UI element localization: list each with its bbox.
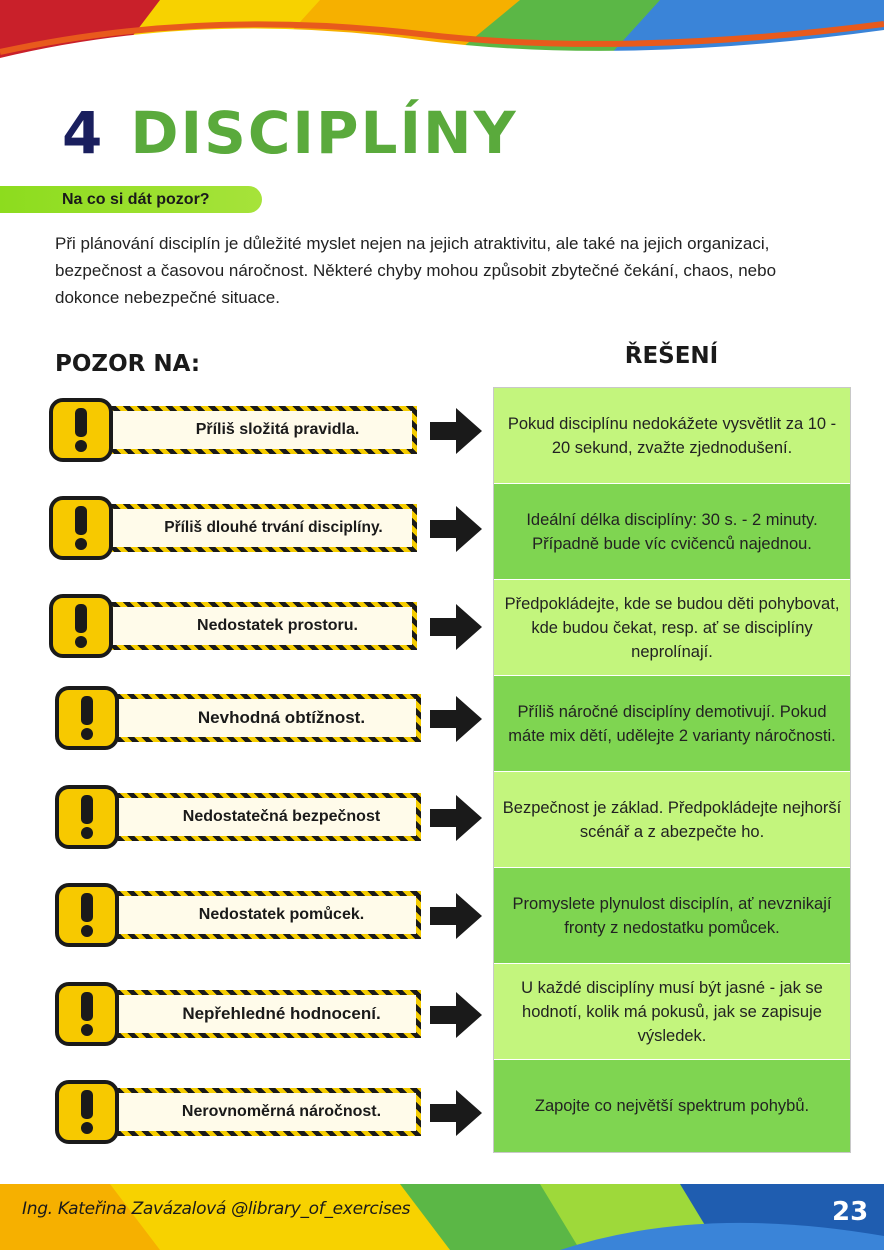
intro-paragraph: Při plánování disciplín je důležité myslet nejen na jejich atraktivitu, ale také na jejich organizaci, bezpečnost a časovou náročnost. Některé chyby mohou způsobit zbytečné čekání, chaos, nebo dokonce nebezpečné situace. [55,234,777,307]
warning-row [0,594,480,664]
solution-cell: Promyslete plynulost disciplín, ať nevznikají fronty z nedostatku pomůcek. [494,868,850,964]
page-title [62,99,518,167]
arrow-right-icon [430,1090,482,1136]
solution-cell: Pokud disciplínu nedokážete vysvětlit za 10 - 20 sekund, zvažte zjednodušení. [494,388,850,484]
solution-cell: Ideální délka disciplíny: 30 s. - 2 minuty. Případně bude víc cvičenců najednou. [494,484,850,580]
warning-row [0,686,480,756]
arrow-right-icon [430,893,482,939]
exclamation-icon [55,883,119,947]
section-pill [0,186,262,213]
title-number: 4 [62,99,105,167]
warning-row [0,398,480,468]
top-banner [0,0,884,66]
warning-label-box [104,891,421,939]
warning-text: Nevhodná obtížnost. [197,708,366,727]
solution-cell: U každé disciplíny musí být jasné - jak se hodnotí, kolik má pokusů, jak se zapisuje výsledek. [494,964,850,1060]
warning-label-box [100,406,417,454]
arrow-right-icon [430,992,482,1038]
warning-text: Nepřehledné hodnocení. [182,1004,381,1023]
solution-cell: Zapojte co největší spektrum pohybů. [494,1060,850,1152]
warning-label-box [100,504,417,552]
warning-label-box [104,793,421,841]
warning-label-box [104,1088,421,1136]
exclamation-icon [49,398,113,462]
solution-cell: Předpokládejte, kde se budou děti pohybovat, kde budou čekat, resp. ať se disciplíny neprolínají. [494,580,850,676]
warning-label-box [104,990,421,1038]
warning-row [0,496,480,566]
section-pill-label: Na co si dát pozor? [62,191,210,208]
warnings-heading: POZOR NA: [55,351,201,377]
warning-text: Nedostatečná bezpečnost [182,808,381,825]
warning-text: Nerovnoměrná náročnost. [181,1103,382,1120]
arrow-right-icon [430,604,482,650]
arrow-right-icon [430,408,482,454]
solutions-table [493,387,851,1153]
solution-cell: Příliš náročné disciplíny demotivují. Pokud máte mix dětí, udělejte 2 varianty náročnosti. [494,676,850,772]
page-number: 23 [832,1197,869,1227]
warning-text: Příliš složitá pravidla. [195,421,360,438]
exclamation-icon [55,982,119,1046]
warning-text: Nedostatek pomůcek. [198,906,365,923]
arrow-right-icon [430,795,482,841]
exclamation-icon [55,686,119,750]
warning-row [0,883,480,953]
warning-label-box [100,602,417,650]
warning-text: Příliš dlouhé trvání disciplíny. [164,519,383,536]
exclamation-icon [55,1080,119,1144]
exclamation-icon [49,496,113,560]
solutions-heading: ŘEŠENÍ [624,343,719,369]
arrow-right-icon [430,696,482,742]
warning-row [0,785,480,855]
warning-label-box [104,694,421,742]
footer-author: Ing. Kateřina Zavázalová @library_of_exercises [22,1199,411,1219]
warning-text: Nedostatek prostoru. [197,617,358,634]
solution-cell: Bezpečnost je základ. Předpokládejte nejhorší scénář a z abezpečte ho. [494,772,850,868]
warning-row [0,982,480,1052]
exclamation-icon [55,785,119,849]
warning-row [0,1080,480,1150]
exclamation-icon [49,594,113,658]
arrow-right-icon [430,506,482,552]
title-word: DISCIPLÍNY [130,99,518,167]
